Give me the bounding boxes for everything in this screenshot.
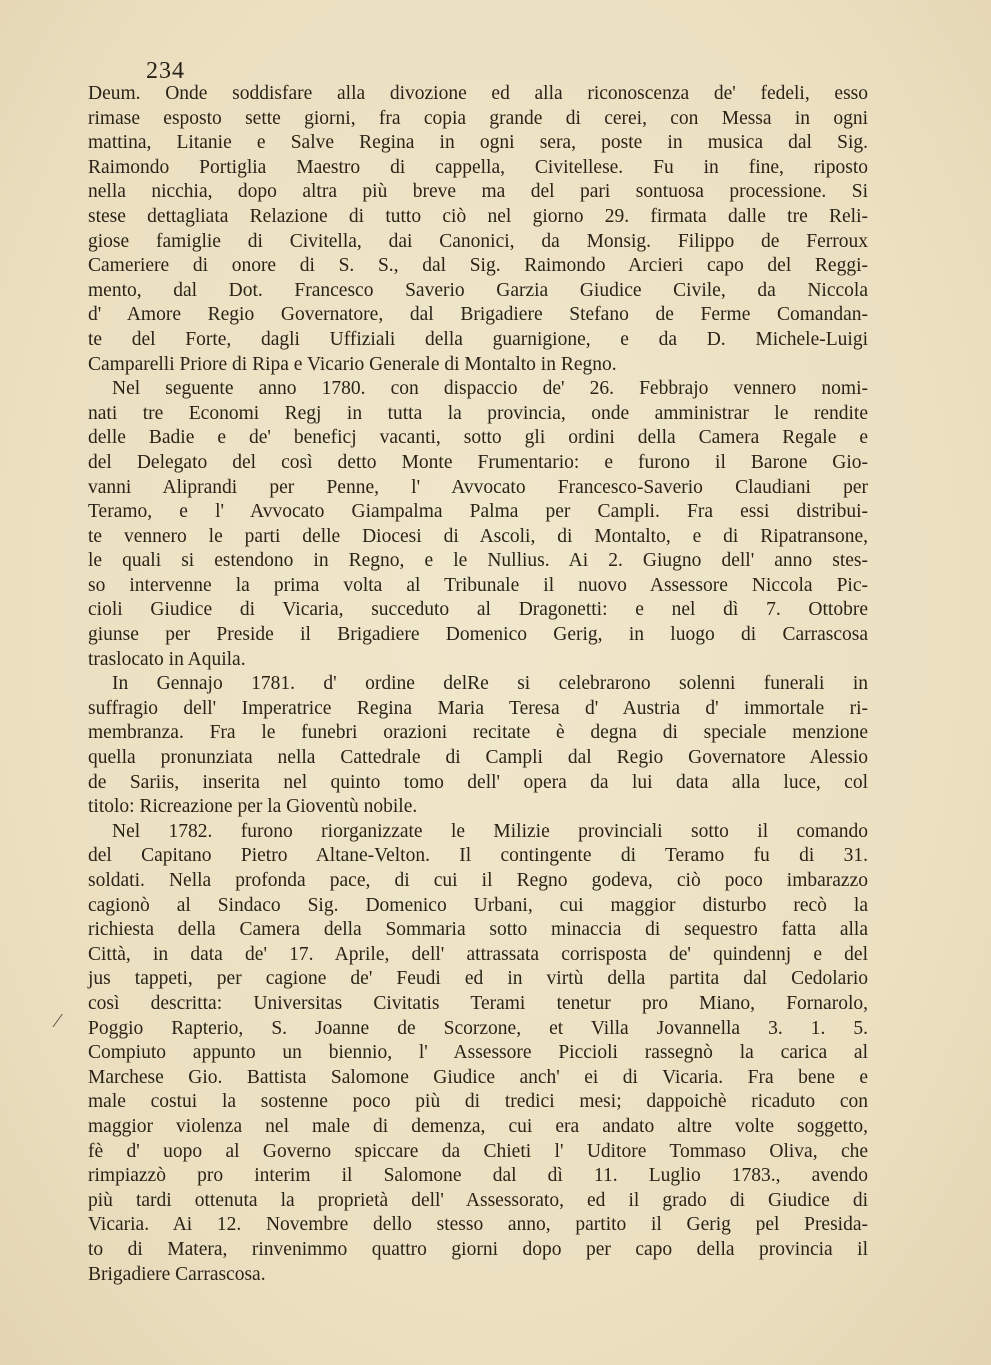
- text-line: Deum. Onde soddisfare alla divozione ed alla riconoscenza de' fedeli, esso: [88, 83, 868, 104]
- text-line: stese dettagliata Relazione di tutto ciò nel giorno 29. firmata dalle tre Reli-: [88, 205, 868, 227]
- text-line: membranza. Fra le funebri orazioni recitate è degna di speciale menzione: [88, 722, 868, 744]
- text-line: giose famiglie di Civitella, dai Canonici, da Monsig. Filippo de Ferroux: [88, 230, 868, 252]
- text-line: Brigadiere Carrascosa.: [88, 1263, 266, 1285]
- text-line: così descritta: Universitas Civitatis Terami tenetur pro Miano, Fornarolo,: [88, 992, 868, 1014]
- text-line: te del Forte, dagli Uffiziali della guarnigione, e da D. Michele-Luigi: [88, 328, 868, 350]
- text-line: Compiuto appunto un biennio, l' Assessore Piccioli rassegnò la carica al: [88, 1042, 868, 1064]
- text-line: giunse per Preside il Brigadiere Domenico Gerig, in luogo di Carrascosa: [88, 624, 868, 646]
- text-line: Raimondo Portiglia Maestro di cappella, Civitellese. Fu in fine, riposto: [88, 156, 868, 178]
- text-line: Città, in data de' 17. Aprile, dell' attrassata corrisposta de' quindennj e del: [88, 943, 868, 965]
- page-number: 234: [146, 58, 185, 84]
- text-line: cagionò al Sindaco Sig. Domenico Urbani, cui maggior disturbo recò la: [88, 894, 868, 916]
- text-line: Cameriere di onore di S. S., dal Sig. Raimondo Arcieri capo del Reggi-: [88, 255, 868, 277]
- text-line: quella pronunziata nella Cattedrale di Campli dal Regio Governatore Alessio: [88, 747, 868, 769]
- text-line: del Capitano Pietro Altane-Velton. Il contingente di Teramo fu di 31.: [88, 845, 868, 867]
- text-line: traslocato in Aquila.: [88, 648, 246, 670]
- text-line: so intervenne la prima volta al Tribunale il nuovo Assessore Niccola Pic-: [88, 574, 868, 596]
- text-line: suffragio dell' Imperatrice Regina Maria Teresa d' Austria d' immortale ri-: [88, 697, 868, 719]
- text-line: jus tappeti, per cagione de' Feudi ed in virtù della partita dal Cedolario: [88, 968, 868, 990]
- text-line: Teramo, e l' Avvocato Giampalma Palma per Campli. Fra essi distribui-: [88, 501, 868, 523]
- text-line: soldati. Nella profonda pace, di cui il Regno godeva, ciò poco imbarazzo: [88, 870, 868, 891]
- text-line: le quali si estendono in Regno, e le Nullius. Ai 2. Giugno dell' anno stes-: [88, 550, 868, 572]
- text-line: maggior violenza nel male di demenza, cui era andato altre volte soggetto,: [88, 1115, 868, 1137]
- text-line: più tardi ottenuta la proprietà dell' Assessorato, ed il grado di Giudice di: [88, 1189, 868, 1211]
- text-line: cioli Giudice di Vicaria, succeduto al Dragonetti: e nel dì 7. Ottobre: [88, 599, 868, 621]
- text-line: to di Matera, rinvenimmo quattro giorni dopo per capo della provincia il: [88, 1238, 868, 1260]
- text-line: Poggio Rapterio, S. Joanne de Scorzone, et Villa Jovannella 3. 1. 5.: [88, 1017, 868, 1039]
- text-line: richiesta della Camera della Sommaria sotto minaccia di sequestro fatta alla: [88, 919, 868, 941]
- text-line: Vicaria. Ai 12. Novembre dello stesso anno, partito il Gerig pel Presida-: [88, 1214, 868, 1236]
- text-line: del Delegato del così detto Monte Frumentario: e furono il Barone Gio-: [88, 451, 868, 473]
- text-line: Nel seguente anno 1780. con dispaccio de' 26. Febbrajo vennero nomi-: [112, 378, 868, 400]
- text-line: Camparelli Priore di Ripa e Vicario Generale di Montalto in Regno.: [88, 353, 617, 375]
- text-line: Marchese Gio. Battista Salomone Giudice anch' ei di Vicaria. Fra bene e: [88, 1066, 868, 1088]
- text-line: delle Badie e de' beneficj vacanti, sotto gli ordini della Camera Regale e: [88, 427, 868, 449]
- text-line: vanni Aliprandi per Penne, l' Avvocato Francesco-Saverio Claudiani per: [88, 476, 868, 498]
- text-line: rimase esposto sette giorni, fra copia grande di cerei, con Messa in ogni: [88, 107, 868, 129]
- text-line: nati tre Economi Regj in tutta la provincia, onde amministrar le rendite: [88, 402, 868, 424]
- margin-mark: ⁄: [56, 1010, 60, 1032]
- text-line: mento, dal Dot. Francesco Saverio Garzia Giudice Civile, da Niccola: [88, 279, 868, 301]
- text-line: fè d' uopo al Governo spiccare da Chieti l' Uditore Tommaso Oliva, che: [88, 1140, 868, 1162]
- text-line: te vennero le parti delle Diocesi di Ascoli, di Montalto, e di Ripatransone,: [88, 525, 868, 547]
- text-line: Nel 1782. furono riorganizzate le Milizie provinciali sotto il comando: [112, 820, 868, 842]
- text-line: mattina, Litanie e Salve Regina in ogni sera, poste in musica dal Sig.: [88, 132, 868, 154]
- text-line: rimpiazzò pro interim il Salomone dal dì 11. Luglio 1783., avendo: [88, 1165, 868, 1187]
- body-text: [88, 82, 868, 1287]
- text-line: male costui la sostenne poco più di tredici mesi; dappoichè ricaduto con: [88, 1091, 868, 1113]
- text-line: titolo: Ricreazione per la Gioventù nobile.: [88, 796, 418, 818]
- text-line: de Sariis, inserita nel quinto tomo dell' opera da lui data alla luce, col: [88, 771, 868, 793]
- text-line: d' Amore Regio Governatore, dal Brigadiere Stefano de Ferme Comandan-: [88, 304, 868, 326]
- text-line: nella nicchia, dopo altra più breve ma del pari sontuosa processione. Si: [88, 181, 868, 203]
- text-line: In Gennajo 1781. d' ordine delRe si celebrarono solenni funerali in: [112, 673, 868, 695]
